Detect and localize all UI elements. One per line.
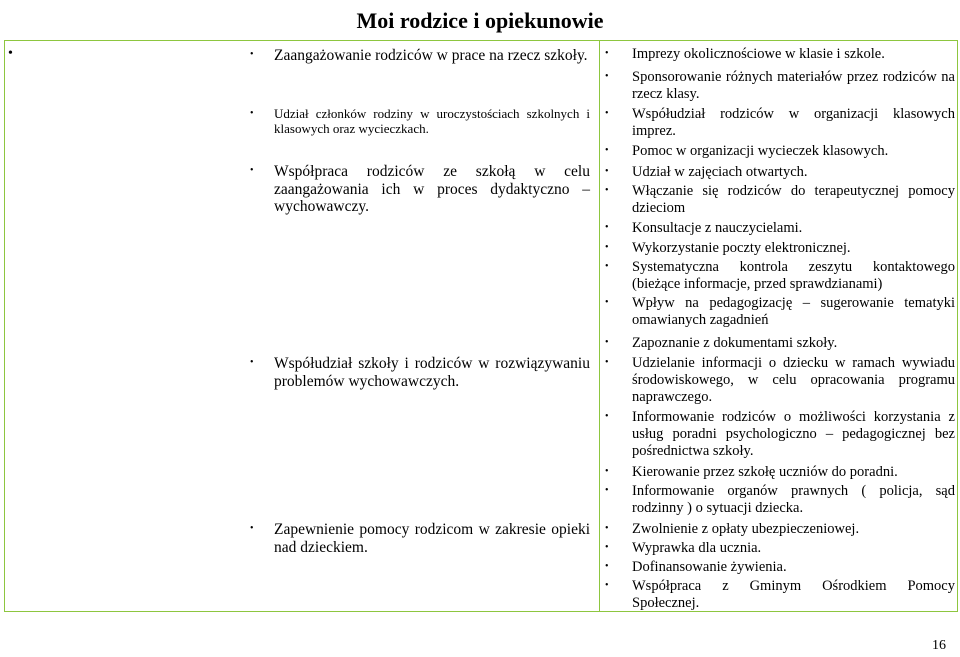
bullet-icon: • bbox=[250, 108, 254, 119]
bullet-icon: • bbox=[8, 46, 13, 61]
bullet-icon: • bbox=[605, 261, 609, 272]
right-item-text: Wpływ na pedagogizację – sugerowanie tematyki omawianych zagadnień bbox=[632, 295, 955, 328]
page-number: 16 bbox=[932, 638, 946, 653]
right-item-text: Współudział rodziców w organizacji klasowych imprez. bbox=[632, 106, 955, 139]
right-item-text: Sponsorowanie różnych materiałów przez rodziców na rzecz klasy. bbox=[632, 69, 955, 102]
bullet-icon: • bbox=[605, 542, 609, 553]
right-item-text: Imprezy okolicznościowe w klasie i szkole. bbox=[632, 46, 885, 62]
bullet-icon: • bbox=[605, 71, 609, 82]
bullet-icon: • bbox=[250, 523, 254, 534]
bullet-icon: • bbox=[605, 297, 609, 308]
right-item-text: Udzielanie informacji o dziecku w ramach wywiadu środowiskowego, w celu opracowania programu naprawczego. bbox=[632, 355, 955, 405]
right-list-item bbox=[605, 578, 955, 612]
bullet-icon: • bbox=[250, 49, 254, 60]
left-list-item bbox=[250, 47, 590, 65]
right-item-text: Pomoc w organizacji wycieczek klasowych. bbox=[632, 143, 889, 159]
right-list-item bbox=[605, 540, 955, 557]
left-item-text: Współudział szkoły i rodziców w rozwiązywaniu problemów wychowawczych. bbox=[274, 355, 590, 390]
left-list-item bbox=[250, 521, 590, 556]
right-list-item bbox=[605, 464, 955, 481]
left-list-item bbox=[250, 163, 590, 216]
right-list-item bbox=[605, 559, 955, 576]
bullet-icon: • bbox=[605, 48, 609, 59]
right-list-item bbox=[605, 69, 955, 103]
bullet-icon: • bbox=[605, 485, 609, 496]
right-item-text: Współpraca z Gminym Ośrodkiem Pomocy Społecznej. bbox=[632, 578, 955, 611]
bullet-icon: • bbox=[605, 411, 609, 422]
right-item-text: Udział w zajęciach otwartych. bbox=[632, 164, 808, 180]
right-list-item bbox=[605, 46, 955, 63]
left-list-item bbox=[250, 106, 590, 136]
right-item-text: Informowanie rodziców o możliwości korzystania z usług poradni psychologiczno – pedagogicznej bez pośrednictwa szkoły. bbox=[632, 409, 955, 459]
right-item-text: Dofinansowanie żywienia. bbox=[632, 559, 787, 575]
right-item-text: Kierowanie przez szkołę uczniów do poradni. bbox=[632, 464, 898, 480]
right-list-item bbox=[605, 355, 955, 405]
bullet-icon: • bbox=[605, 466, 609, 477]
bullet-icon: • bbox=[250, 165, 254, 176]
right-list-item bbox=[605, 259, 955, 293]
right-item-text: Wykorzystanie poczty elektronicznej. bbox=[632, 240, 851, 256]
bullet-icon: • bbox=[605, 242, 609, 253]
right-item-text: Włączanie się rodziców do terapeutycznej pomocy dzieciom bbox=[632, 183, 955, 216]
right-list-item bbox=[605, 483, 955, 517]
right-list-item bbox=[605, 295, 955, 329]
bullet-icon: • bbox=[605, 580, 609, 591]
right-list-item bbox=[605, 106, 955, 140]
left-item-text: Współpraca rodziców ze szkołą w celu zaangażowania ich w proces dydaktyczno – wychowawczy. bbox=[274, 163, 590, 215]
right-list-item bbox=[605, 164, 955, 181]
right-item-text: Konsultacje z nauczycielami. bbox=[632, 220, 803, 236]
left-list-item bbox=[250, 355, 590, 390]
right-list-item bbox=[605, 240, 955, 257]
bullet-icon: • bbox=[605, 561, 609, 572]
right-list-item bbox=[605, 220, 955, 237]
bullet-icon: • bbox=[605, 357, 609, 368]
left-item-text: Zaangażowanie rodziców w prace na rzecz szkoły. bbox=[274, 47, 588, 64]
right-list-item bbox=[605, 335, 955, 352]
column-divider bbox=[599, 40, 600, 612]
bullet-icon: • bbox=[605, 145, 609, 156]
page-title: Moi rodzice i opiekunowie bbox=[356, 8, 604, 33]
bullet-icon: • bbox=[605, 185, 609, 196]
right-list-item bbox=[605, 521, 955, 538]
right-list-item bbox=[605, 409, 955, 459]
bullet-icon: • bbox=[605, 222, 609, 233]
bullet-icon: • bbox=[605, 523, 609, 534]
right-item-text: Zwolnienie z opłaty ubezpieczeniowej. bbox=[632, 521, 860, 537]
right-item-text: Informowanie organów prawnych ( policja, sąd rodzinny ) o sytuacji dziecka. bbox=[632, 483, 955, 516]
bullet-icon: • bbox=[250, 357, 254, 368]
right-item-text: Zapoznanie z dokumentami szkoły. bbox=[632, 335, 838, 351]
right-item-text: Systematyczna kontrola zeszytu kontaktowego (bieżące informacje, przed sprawdzianami) bbox=[632, 259, 955, 292]
bullet-icon: • bbox=[605, 166, 609, 177]
right-list-item bbox=[605, 183, 955, 217]
left-item-text: Zapewnienie pomocy rodzicom w zakresie opieki nad dzieckiem. bbox=[274, 521, 590, 556]
bullet-icon: • bbox=[605, 108, 609, 119]
left-item-text: Udział członków rodziny w uroczystościach szkolnych i klasowych oraz wycieczkach. bbox=[274, 106, 590, 136]
bullet-icon: • bbox=[605, 337, 609, 348]
right-list-item bbox=[605, 143, 955, 160]
right-item-text: Wyprawka dla ucznia. bbox=[632, 540, 762, 556]
